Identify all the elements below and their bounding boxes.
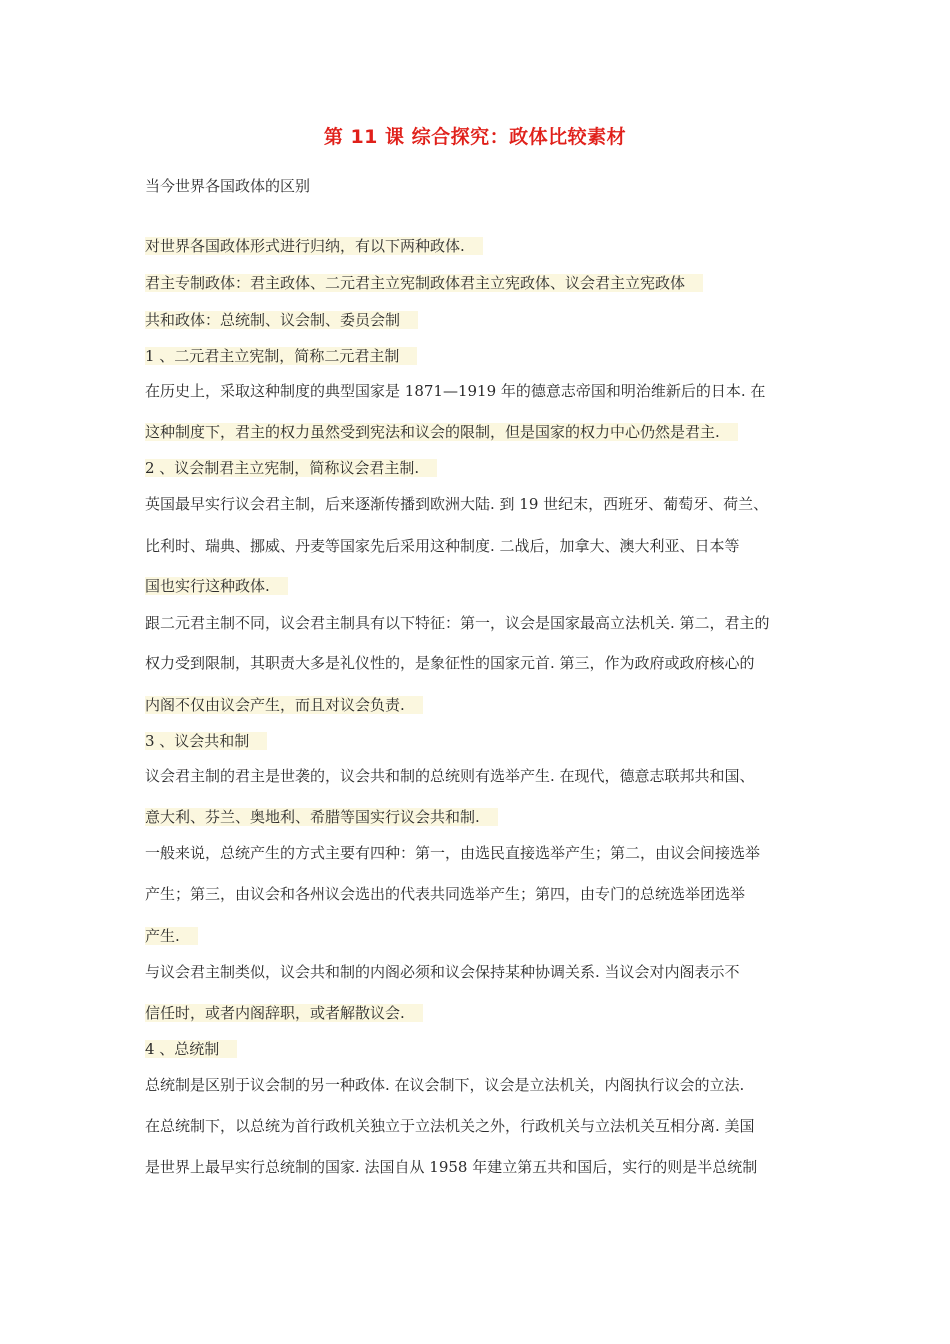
line-text: 是世界上最早实行总统制的国家. 法国自从 1958 年建立第五共和国后，实行的则是半总统制 <box>145 1158 758 1176</box>
paragraph-line <box>145 576 288 596</box>
paragraph-line <box>145 1075 744 1095</box>
line-text: 一般来说，总统产生的方式主要有四种：第一，由选民直接选举产生；第二，由议会间接选举 <box>145 844 761 862</box>
page-title: 第 11 课 综合探究：政体比较素材 <box>323 126 627 148</box>
section-heading <box>145 458 437 478</box>
line-text: 比利时、瑞典、挪威、丹麦等国家先后采用这种制度. 二战后，加拿大、澳大利亚、日本等 <box>145 537 740 555</box>
paragraph-line <box>145 236 483 256</box>
line-text: 在总统制下，以总统为首行政机关独立于立法机关之外，行政机关与立法机关互相分离. 美国 <box>145 1117 755 1135</box>
line-text: 跟二元君主制不同，议会君主制具有以下特征：第一，议会是国家最高立法机关. 第二，君主的 <box>145 614 770 632</box>
line-text: 信任时，或者内阁辞职，或者解散议会. <box>145 1004 423 1022</box>
line-text: 共和政体：总统制、议会制、委员会制 <box>145 311 418 329</box>
paragraph-line <box>145 766 755 786</box>
paragraph-line <box>145 926 198 946</box>
section-subtitle: 当今世界各国政体的区别 <box>145 177 311 195</box>
section-heading <box>145 731 267 751</box>
line-text: 君主专制政体：君主政体、二元君主立宪制政体君主立宪政体、议会君主立宪政体 <box>145 274 703 292</box>
line-text: 这种制度下，君主的权力虽然受到宪法和议会的限制，但是国家的权力中心仍然是君主. <box>145 423 738 441</box>
line-text: 权力受到限制，其职责大多是礼仪性的，是象征性的国家元首. 第三，作为政府或政府核心的 <box>145 654 755 672</box>
paragraph-line <box>145 422 738 442</box>
paragraph-line <box>145 695 423 715</box>
paragraph-line <box>145 381 765 401</box>
paragraph-line <box>145 1116 755 1136</box>
paragraph-line <box>145 807 498 827</box>
line-text: 在历史上，采取这种制度的典型国家是 1871—1919 年的德意志帝国和明治维新后的日本. 在 <box>145 382 766 400</box>
line-text: 3 、议会共和制 <box>145 732 267 750</box>
paragraph-line <box>145 273 703 293</box>
paragraph-line <box>145 1157 757 1177</box>
line-text: 1 、二元君主立宪制，简称二元君主制 <box>145 347 417 365</box>
paragraph-line <box>145 310 418 330</box>
paragraph-line <box>145 843 760 863</box>
paragraph-line <box>145 494 768 514</box>
line-text: 英国最早实行议会君主制，后来逐渐传播到欧洲大陆. 到 19 世纪末，西班牙、葡萄牙、荷兰、 <box>145 495 769 513</box>
line-text: 4 、总统制 <box>145 1040 237 1058</box>
line-text: 2 、议会制君主立宪制，简称议会君主制. <box>145 459 437 477</box>
paragraph-line <box>145 536 740 556</box>
paragraph-line <box>145 613 770 633</box>
paragraph-line <box>145 1003 423 1023</box>
paragraph-line <box>145 962 740 982</box>
line-text: 对世界各国政体形式进行归纳，有以下两种政体. <box>145 237 483 255</box>
paragraph-line <box>145 653 755 673</box>
line-text: 产生. <box>145 927 198 945</box>
line-text: 产生；第三，由议会和各州议会选出的代表共同选举产生；第四，由专门的总统选举团选举 <box>145 885 746 903</box>
line-text: 内阁不仅由议会产生，而且对议会负责. <box>145 696 423 714</box>
line-text: 国也实行这种政体. <box>145 577 288 595</box>
section-heading <box>145 346 417 366</box>
paragraph-line <box>145 884 745 904</box>
section-heading <box>145 1039 237 1059</box>
line-text: 意大利、芬兰、奥地利、希腊等国实行议会共和制. <box>145 808 498 826</box>
line-text: 与议会君主制类似，议会共和制的内阁必须和议会保持某种协调关系. 当议会对内阁表示不 <box>145 963 740 981</box>
line-text: 议会君主制的君主是世袭的，议会共和制的总统则有选举产生. 在现代，德意志联邦共和国、 <box>145 767 755 785</box>
line-text: 总统制是区别于议会制的另一种政体. 在议会制下，议会是立法机关，内阁执行议会的立法. <box>145 1076 745 1094</box>
